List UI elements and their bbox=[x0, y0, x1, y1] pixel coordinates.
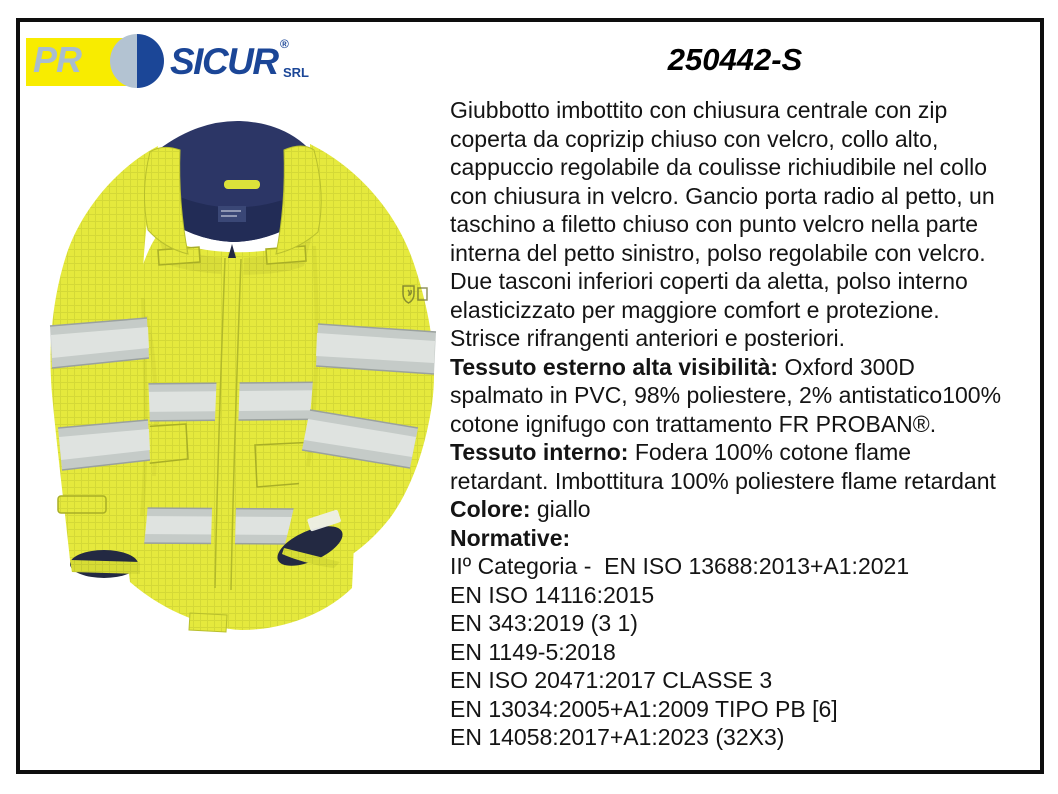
description-line: interna del petto sinistro, polso regolabile con velcro. bbox=[450, 239, 986, 266]
description-line: Due tasconi inferiori coperti da aletta, polso interno bbox=[450, 268, 968, 294]
description-line: Tessuto interno: Fodera 100% cotone flame bbox=[450, 439, 912, 465]
description-line: con chiusura in velcro. Gancio porta radio al petto, un bbox=[450, 182, 995, 209]
page-border-frame bbox=[16, 18, 1044, 774]
prosicur-logo bbox=[26, 34, 326, 96]
description-line: Tessuto esterno alta visibilità: Oxford 300D bbox=[450, 353, 915, 380]
registered-trademark-icon: ® bbox=[280, 37, 289, 51]
logo-circle-icon bbox=[110, 34, 164, 88]
product-code-title: 250442-S bbox=[667, 42, 803, 77]
description-line: EN 13034:2005+A1:2009 TIPO PB [6] bbox=[450, 695, 838, 722]
jacket-left-sleeve bbox=[50, 146, 158, 578]
description-line: taschino a filetto chiuso con punto velcro nella parte bbox=[450, 211, 979, 237]
logo-text-pr: PR bbox=[33, 39, 82, 80]
description-line: retardant. Imbottitura 100% poliestere flame retardant bbox=[450, 467, 996, 494]
description-line: EN 1149-5:2018 bbox=[450, 638, 616, 665]
description-line: spalmato in PVC, 98% poliestere, 2% antistatico100% bbox=[450, 382, 1002, 408]
description-line: elasticizzato per maggiore comfort e protezione. bbox=[450, 296, 940, 323]
description-line: EN 343:2019 (3 1) bbox=[450, 610, 638, 636]
description-line: Colore: giallo bbox=[450, 496, 591, 522]
product-image-jacket bbox=[46, 116, 446, 646]
description-line: EN ISO 14116:2015 bbox=[450, 581, 655, 608]
description-line: Strisce rifrangenti anteriori e posteriori. bbox=[450, 325, 845, 351]
jacket-illustration bbox=[46, 116, 446, 646]
description-line: EN 14058:2017+A1:2023 (32X3) bbox=[450, 724, 785, 750]
logo-text-srl: SRL bbox=[283, 65, 309, 80]
description-line: coperta da coprizip chiuso con velcro, collo alto, bbox=[450, 125, 939, 152]
logo-text-sicur: SICUR bbox=[170, 41, 278, 82]
description-line: Giubbotto imbottito con chiusura centrale con zip bbox=[450, 97, 948, 123]
description-line: cappuccio regolabile da coulisse richiudibile nel collo bbox=[450, 154, 987, 180]
jacket-collar bbox=[144, 121, 321, 254]
product-description bbox=[450, 96, 1050, 752]
description-line: IIº Categoria - EN ISO 13688:2013+A1:2021 bbox=[450, 553, 910, 579]
description-line: cotone ignifugo con trattamento FR PROBAN®. bbox=[450, 410, 937, 437]
description-line: EN ISO 20471:2017 CLASSE 3 bbox=[450, 667, 773, 693]
description-line: Normative: bbox=[450, 524, 571, 551]
